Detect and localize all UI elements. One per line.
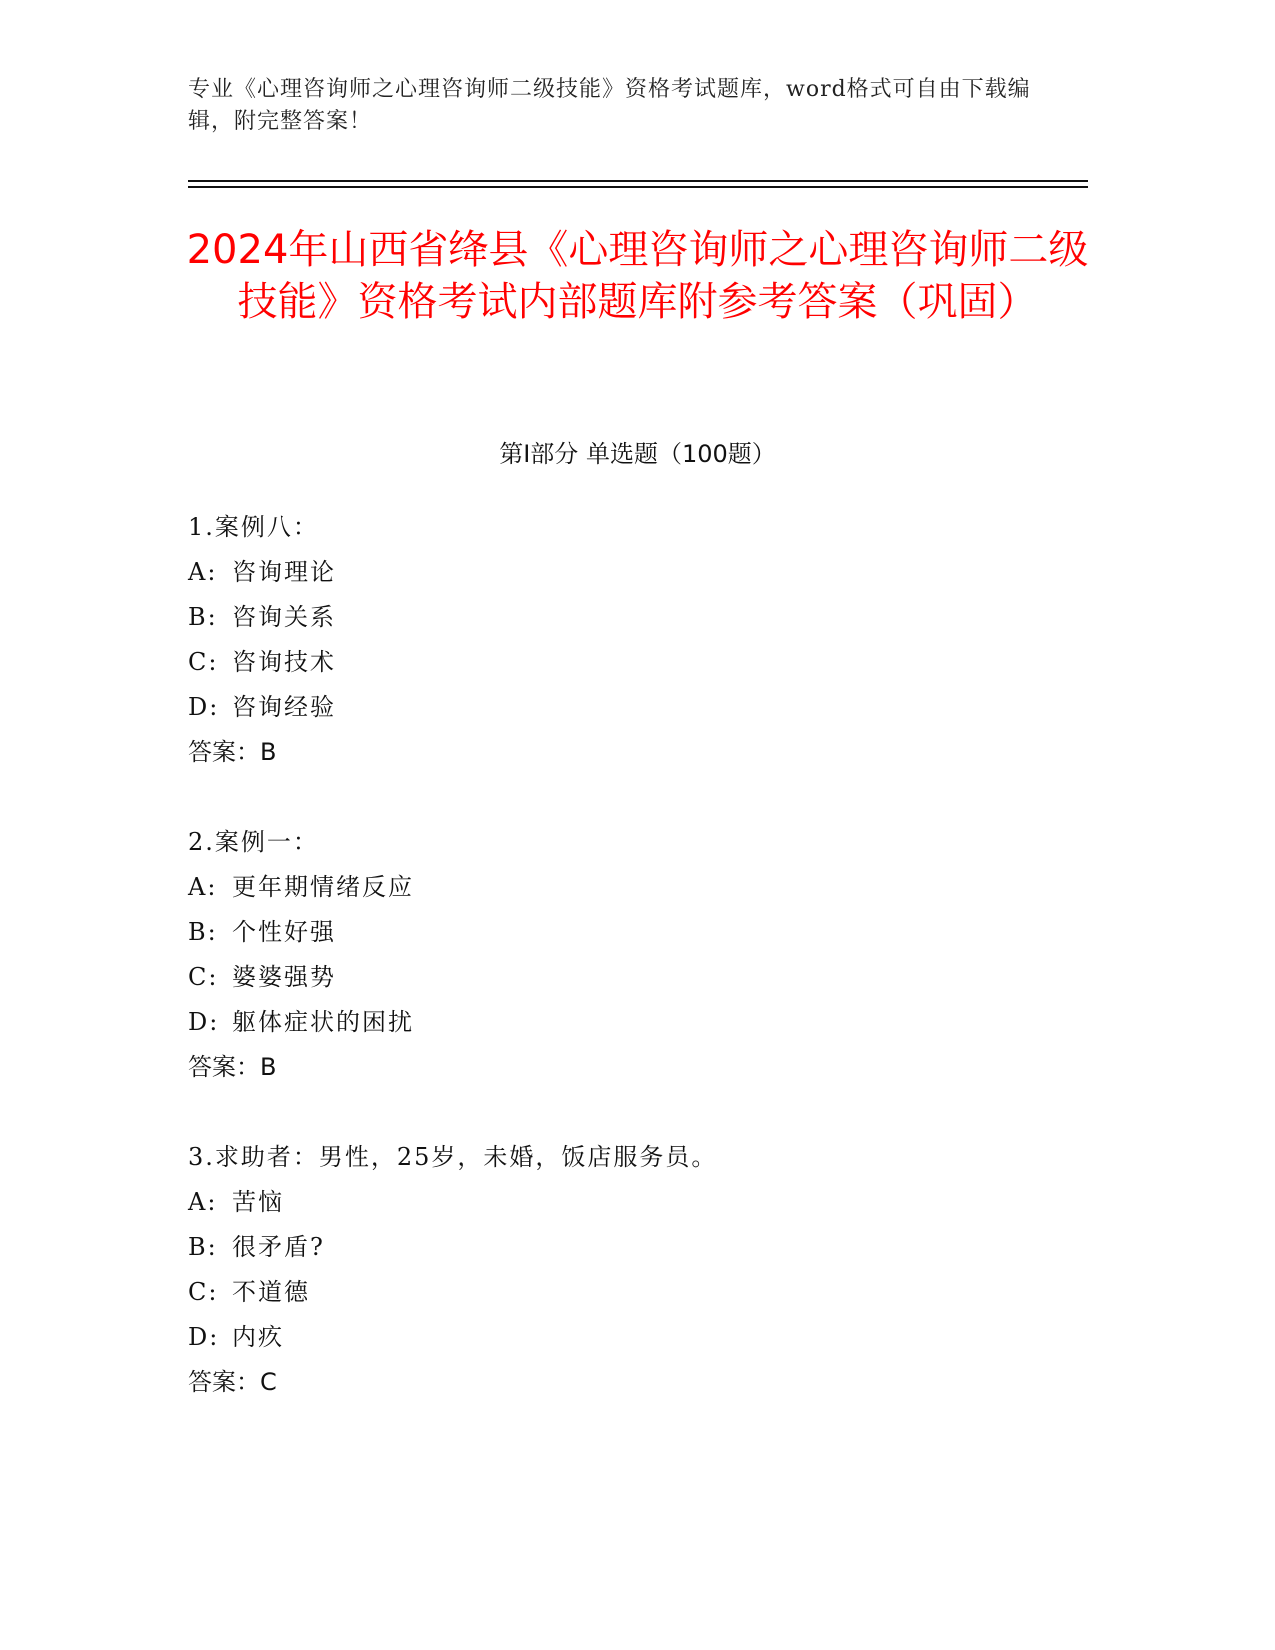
option-key: B:	[188, 1233, 218, 1261]
question-2	[188, 820, 1068, 1090]
option-text: 躯体症状的困扰	[232, 1008, 414, 1036]
option-text: 咨询理论	[232, 558, 336, 586]
option-key: B:	[188, 918, 218, 946]
answer: 答案：C	[188, 1368, 277, 1396]
option-text: 个性好强	[232, 918, 336, 946]
option-d	[188, 685, 1068, 730]
question-3	[188, 1135, 1068, 1405]
header-note: 专业《心理咨询师之心理咨询师二级技能》资格考试题库，word格式可自由下载编辑，附完整答案！	[188, 77, 1031, 134]
option-key: C:	[188, 648, 219, 676]
option-text: 婆婆强势	[232, 963, 336, 991]
option-text: 咨询技术	[232, 648, 336, 676]
option-key: D:	[188, 1323, 220, 1351]
option-b	[188, 595, 1068, 640]
option-a	[188, 1180, 1068, 1225]
question-1	[188, 505, 1068, 775]
question-stem: 1.案例八：	[188, 513, 319, 541]
option-d	[188, 1315, 1068, 1360]
option-key: C:	[188, 963, 219, 991]
option-b	[188, 910, 1068, 955]
option-text: 苦恼	[232, 1188, 284, 1216]
option-key: D:	[188, 693, 220, 721]
section-title: 第I部分 单选题（100题）	[499, 440, 776, 468]
option-c	[188, 955, 1068, 1000]
option-a	[188, 550, 1068, 595]
option-b	[188, 1225, 1068, 1270]
option-key: D:	[188, 1008, 220, 1036]
option-key: B:	[188, 603, 218, 631]
answer: 答案：B	[188, 738, 277, 766]
option-d	[188, 1000, 1068, 1045]
answer: 答案：B	[188, 1053, 277, 1081]
header-divider-secondary	[188, 186, 1088, 188]
option-text: 咨询经验	[232, 693, 336, 721]
option-text: 不道德	[232, 1278, 310, 1306]
option-key: A:	[188, 873, 218, 901]
option-text: 内疚	[232, 1323, 284, 1351]
option-text: 咨询关系	[232, 603, 336, 631]
option-c	[188, 640, 1068, 685]
option-key: A:	[188, 1188, 218, 1216]
question-stem: 2.案例一：	[188, 828, 319, 856]
header-divider	[188, 180, 1088, 182]
option-text: 很矛盾?	[232, 1233, 325, 1261]
document-title: 2024年山西省绛县《心理咨询师之心理咨询师二级技能》资格考试内部题库附参考答案（巩固）	[186, 227, 1089, 325]
option-key: A:	[188, 558, 218, 586]
question-stem: 3.求助者：男性，25岁，未婚，饭店服务员。	[188, 1143, 718, 1171]
option-text: 更年期情绪反应	[232, 873, 414, 901]
option-a	[188, 865, 1068, 910]
option-c	[188, 1270, 1068, 1315]
option-key: C:	[188, 1278, 219, 1306]
